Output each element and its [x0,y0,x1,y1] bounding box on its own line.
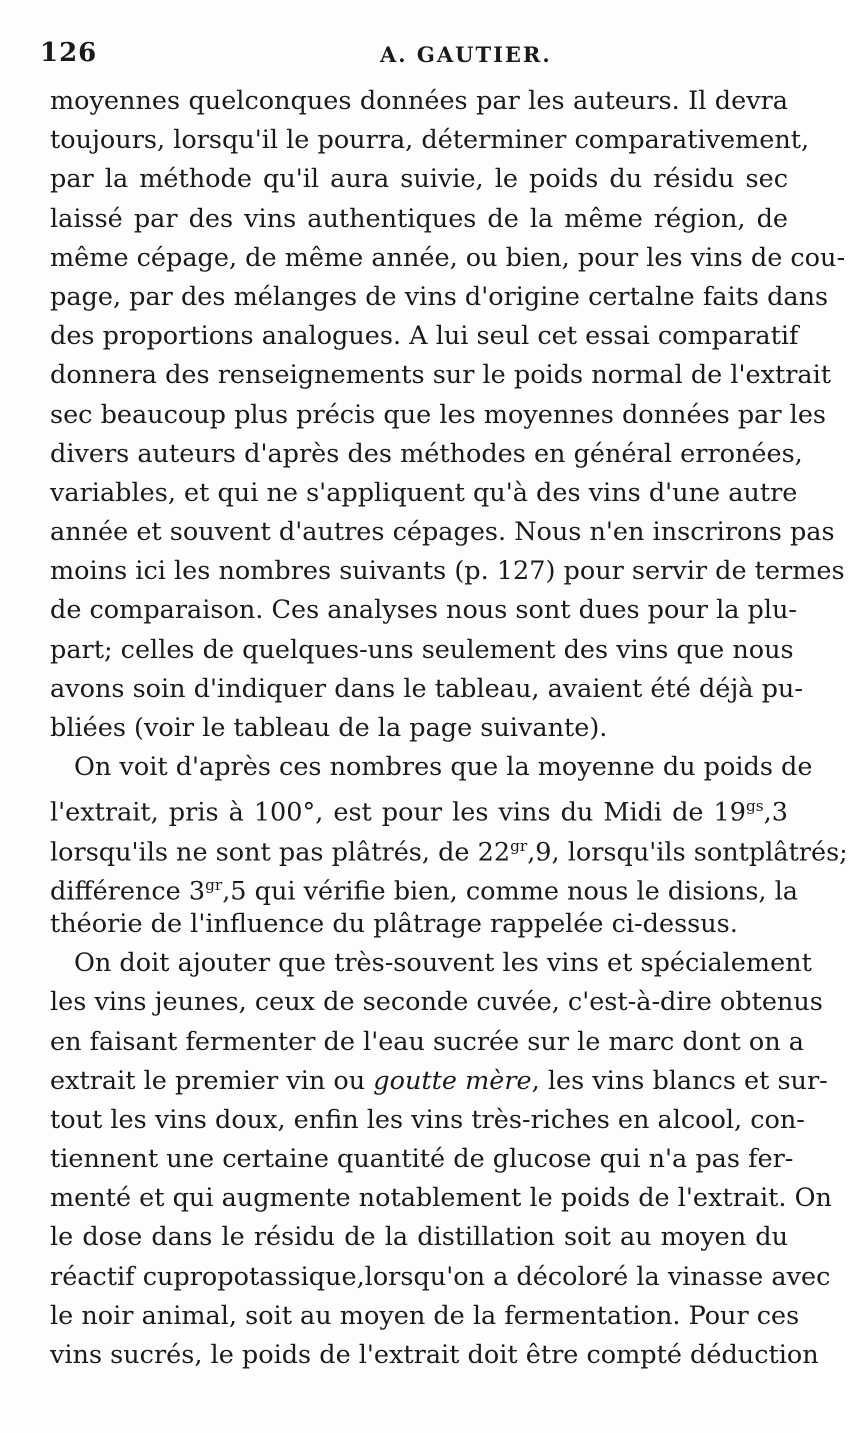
text-line: vins sucrés, le poids de l'extrait doit être compté déduction [50,1340,819,1370]
text-line: tout les vins doux, enfin les vins très-riches en alcool, con- [50,1104,805,1135]
text-line: toujours, lorsqu'il le pourra, déterminer comparativement, [50,125,810,156]
text-line: page, par des mélanges de vins d'origine certalne faits dans [50,281,829,312]
text-line: des proportions analogues. A lui seul cet essai comparatif [50,321,799,352]
text-line: menté et qui augmente notablement le poids de l'extrait. On [50,1183,832,1214]
text-line: variables, et qui ne s'appliquent qu'à des vins d'une autre [50,477,798,508]
text-line: bliées (voir le tableau de la page suivante). [50,713,608,743]
text-line: en faisant fermenter de l'eau sucrée sur le marc dont on a [50,1026,804,1057]
text-line: avons soin d'indiquer dans le tableau, avaient été déjà pu- [50,673,803,704]
text-line: part; celles de quelques-uns seulement des vins que nous [50,634,794,665]
body-text [50,82,848,1375]
running-head: A. GAUTIER. [380,42,552,67]
page-number: 126 [40,38,98,68]
text-line: sec beaucoup plus précis que les moyennes données par les [50,399,827,430]
text-line: par la méthode qu'il aura suivie, le poids du résidu sec [50,164,788,195]
text-line: donnera des renseignements sur le poids normal de l'extrait [50,360,832,391]
page-header [40,38,780,78]
text-line: moyennes quelconques données par les auteurs. Il devra [50,86,788,116]
text-line: les vins jeunes, ceux de seconde cuvée, c'est-à-dire obtenus [50,987,823,1018]
text-line: le dose dans le résidu de la distillation soit au moyen du [50,1222,788,1253]
text-line: tiennent une certaine quantité de glucose qui n'a pas fer- [50,1144,794,1175]
text-line: laissé par des vins authentiques de la même région, de [50,203,788,234]
text-line: le noir animal, soit au moyen de la fermentation. Pour ces [50,1300,800,1331]
text-line: de comparaison. Ces analyses nous sont dues pour la plu- [50,595,798,626]
text-line: lorsqu'ils ne sont pas plâtrés, de $22^{gr},9$, lorsqu'ils sontplâtrés; [50,836,848,868]
text-line: même cépage, de même année, ou bien, pour les vins de cou- [50,242,846,273]
text-line: On voit d'après ces nombres que la moyenne du poids de [74,752,813,783]
text-line: On doit ajouter que très-souvent les vins et spécialement [74,948,812,979]
text-line: divers auteurs d'après des méthodes en général erronées, [50,438,803,469]
text-line: année et souvent d'autres cépages. Nous n'en inscrirons pas [50,517,835,548]
text-line: l'extrait, pris à 100°, est pour les vins du Midi de $19^{gs},3$ [50,797,788,828]
text-line: moins ici les nombres suivants (p. 127) pour servir de termes [50,556,845,587]
text-line: réactif cupropotassique,lorsqu'on a décoloré la vinasse avec [50,1261,831,1292]
text-line: théorie de l'influence du plâtrage rappelée ci-dessus. [50,908,738,939]
text-line: différence $3^{gr},5$ qui vérifie bien, comme nous le disions, la [50,875,798,907]
text-line: extrait le premier vin ou goutte mère, les vins blancs et sur- [50,1065,828,1096]
